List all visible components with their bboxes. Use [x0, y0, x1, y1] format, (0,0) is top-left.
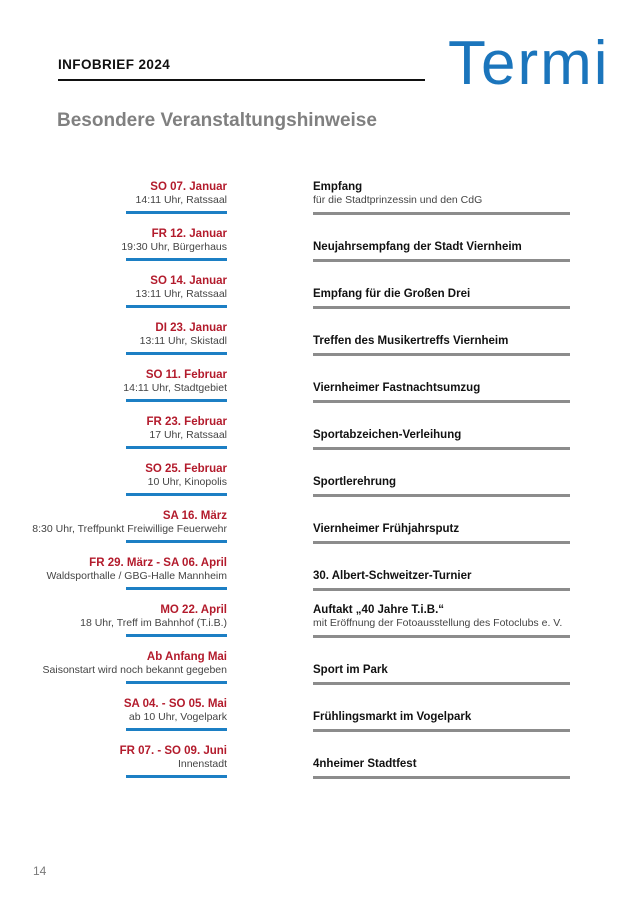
event-row	[0, 321, 636, 368]
event-title-block	[313, 556, 613, 583]
event-title-underline	[313, 212, 570, 215]
event-time-location: 17 Uhr, Ratssaal	[149, 429, 227, 441]
event-row	[0, 462, 636, 509]
page-number: 14	[33, 864, 47, 878]
event-title: Sport im Park	[313, 664, 388, 676]
page-header	[0, 0, 636, 150]
section-heading: Besondere Veranstaltungshinweise	[57, 110, 377, 131]
event-title-block	[313, 744, 613, 771]
event-row	[0, 180, 636, 227]
event-date-underline	[126, 634, 227, 637]
event-date-block	[0, 321, 227, 348]
event-title-block	[313, 509, 613, 536]
event-date-block	[0, 556, 227, 583]
event-title-underline	[313, 494, 570, 497]
event-row	[0, 744, 636, 791]
event-time-location: ab 10 Uhr, Vogelpark	[128, 711, 227, 723]
event-date-underline	[126, 399, 227, 402]
event-date: FR 12. Januar	[151, 228, 227, 240]
event-date: MO 22. April	[160, 604, 227, 616]
event-time-location: 18 Uhr, Treff im Bahnhof (T.i.B.)	[80, 617, 227, 629]
event-date-underline	[126, 211, 227, 214]
event-date-underline	[126, 540, 227, 543]
event-row	[0, 556, 636, 603]
event-time-location: 14:11 Uhr, Ratssaal	[135, 194, 227, 206]
event-subtitle: mit Eröffnung der Fotoausstellung des Fotoclubs e. V.	[313, 617, 563, 629]
event-date-block	[0, 462, 227, 489]
event-title: Frühlingsmarkt im Vogelpark	[313, 711, 472, 723]
event-date-block	[0, 650, 227, 677]
event-date: SO 25. Februar	[145, 463, 227, 475]
event-title-underline	[313, 400, 570, 403]
event-title: Neujahrsempfang der Stadt Viernheim	[313, 241, 522, 253]
event-title: 30. Albert-Schweitzer-Turnier	[313, 570, 472, 582]
event-title: Viernheimer Fastnachtsumzug	[313, 382, 481, 394]
event-title-block	[313, 321, 613, 348]
event-date-underline	[126, 587, 227, 590]
event-title-underline	[313, 588, 570, 591]
header-divider-rule	[58, 79, 425, 81]
event-date-block	[0, 697, 227, 724]
event-title-block	[313, 180, 613, 207]
event-title-block	[313, 368, 613, 395]
event-date-block	[0, 180, 227, 207]
event-time-location: Innenstadt	[177, 758, 227, 770]
event-title-underline	[313, 729, 570, 732]
event-time-location: 13:11 Uhr, Skistadl	[139, 335, 227, 347]
event-time-location: 14:11 Uhr, Stadtgebiet	[123, 382, 227, 394]
event-row	[0, 227, 636, 274]
event-time-location: 8:30 Uhr, Treffpunkt Freiwillige Feuerwehr	[32, 523, 227, 535]
event-title: Empfang	[313, 181, 363, 193]
event-title-block	[313, 227, 613, 254]
event-date: SA 16. März	[162, 510, 227, 522]
event-title-underline	[313, 447, 570, 450]
event-date-underline	[126, 446, 227, 449]
event-date-underline	[126, 258, 227, 261]
event-date-underline	[126, 305, 227, 308]
event-row	[0, 415, 636, 462]
event-date-block	[0, 274, 227, 301]
event-date: SO 11. Februar	[145, 369, 227, 381]
event-date-block	[0, 415, 227, 442]
event-title: Auftakt „40 Jahre T.i.B.“	[313, 604, 445, 616]
event-title-block	[313, 415, 613, 442]
event-title-underline	[313, 635, 570, 638]
event-date-block	[0, 509, 227, 536]
event-time-location: 13:11 Uhr, Ratssaal	[135, 288, 227, 300]
event-date-block	[0, 227, 227, 254]
event-row	[0, 368, 636, 415]
event-title: Empfang für die Großen Drei	[313, 288, 471, 300]
event-date-block	[0, 368, 227, 395]
event-title-block	[313, 274, 613, 301]
event-row	[0, 509, 636, 556]
event-title-underline	[313, 541, 570, 544]
event-title-underline	[313, 682, 570, 685]
event-title-underline	[313, 776, 570, 779]
event-title: Treffen des Musikertreffs Viernheim	[313, 335, 509, 347]
event-title-underline	[313, 353, 570, 356]
event-date: FR 23. Februar	[146, 416, 227, 428]
event-row	[0, 697, 636, 744]
event-date-underline	[126, 775, 227, 778]
event-date-underline	[126, 728, 227, 731]
event-title: Sportlerehrung	[313, 476, 397, 488]
event-date: DI 23. Januar	[155, 322, 227, 334]
event-time-location: Saisonstart wird noch bekannt gegeben	[42, 664, 227, 676]
event-date-underline	[126, 681, 227, 684]
event-date: FR 07. - SO 09. Juni	[119, 745, 227, 757]
event-title: Sportabzeichen-Verleihung	[313, 429, 462, 441]
event-title-block	[313, 603, 613, 630]
event-row	[0, 650, 636, 697]
event-date-block	[0, 603, 227, 630]
event-title-block	[313, 697, 613, 724]
event-date: SO 14. Januar	[150, 275, 227, 287]
event-date: FR 29. März - SA 06. April	[89, 557, 227, 569]
event-title-underline	[313, 306, 570, 309]
termine-wordmark: Termi	[448, 29, 610, 98]
event-time-location: 19:30 Uhr, Bürgerhaus	[121, 241, 227, 253]
event-list	[0, 180, 636, 791]
event-title: Viernheimer Frühjahrsputz	[313, 523, 460, 535]
event-subtitle: für die Stadtprinzessin und den CdG	[313, 194, 483, 206]
event-date-underline	[126, 493, 227, 496]
event-row	[0, 274, 636, 321]
event-title: 4nheimer Stadtfest	[313, 758, 417, 770]
event-date-underline	[126, 352, 227, 355]
event-title-underline	[313, 259, 570, 262]
infobrief-label: INFOBRIEF 2024	[58, 57, 171, 72]
event-date-block	[0, 744, 227, 771]
event-time-location: 10 Uhr, Kinopolis	[147, 476, 227, 488]
event-date: Ab Anfang Mai	[146, 651, 227, 663]
event-time-location: Waldsporthalle / GBG-Halle Mannheim	[46, 570, 227, 582]
event-title-block	[313, 650, 613, 677]
event-date: SO 07. Januar	[150, 181, 227, 193]
event-date: SA 04. - SO 05. Mai	[123, 698, 227, 710]
event-row	[0, 603, 636, 650]
event-title-block	[313, 462, 613, 489]
